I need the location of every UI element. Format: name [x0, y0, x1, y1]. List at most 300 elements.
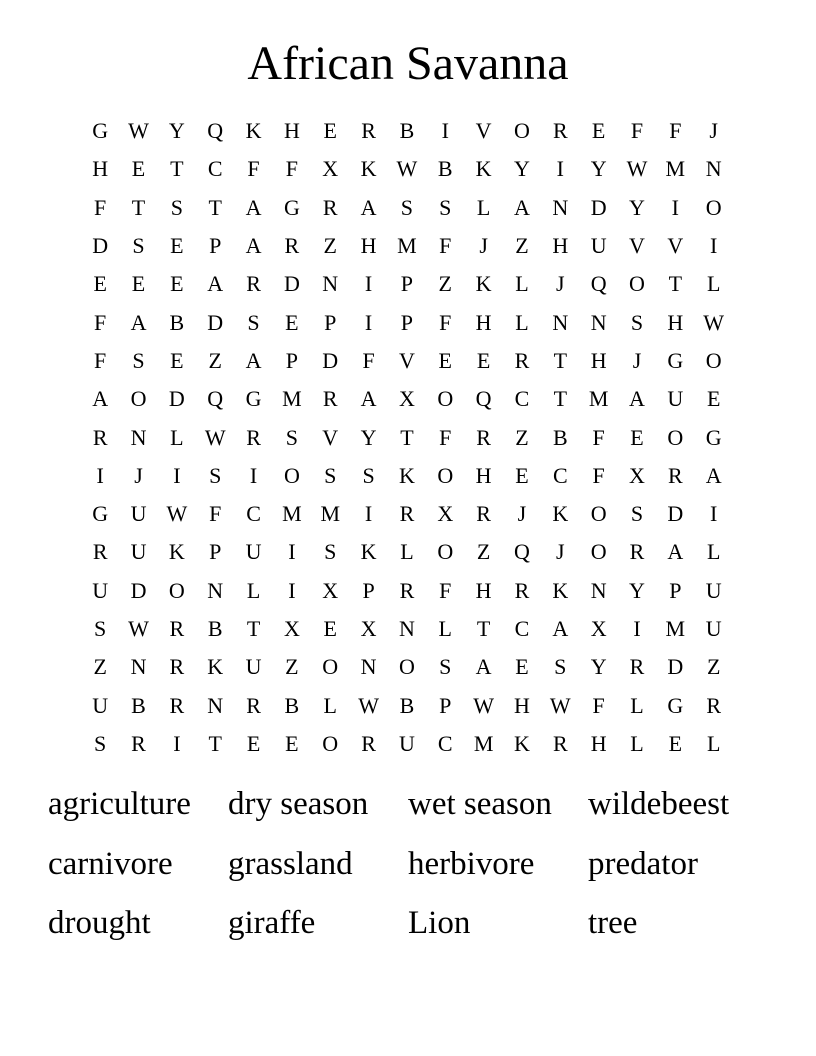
grid-letter: S — [362, 462, 375, 488]
grid-letter: W — [703, 309, 725, 335]
grid-letter: B — [169, 309, 185, 335]
grid-letter: N — [705, 156, 722, 182]
grid-letter: R — [552, 118, 568, 144]
grid-letter: N — [552, 309, 569, 335]
grid-letter: K — [514, 730, 530, 756]
grid-letter: C — [514, 386, 530, 412]
grid-letter: V — [475, 118, 492, 144]
grid-letter: S — [324, 539, 337, 565]
grid-letter: L — [400, 539, 414, 565]
grid-letter: P — [400, 309, 414, 335]
grid-letter: A — [552, 616, 569, 641]
grid-letter: X — [360, 616, 377, 641]
grid-letter: Z — [323, 233, 337, 259]
grid-letter: W — [549, 692, 571, 718]
grid-letter: X — [629, 462, 645, 488]
grid-letter: T — [400, 424, 414, 450]
grid-letter: I — [364, 501, 373, 527]
grid-letter: C — [246, 501, 261, 527]
grid-letter: U — [705, 616, 722, 641]
grid-letter: E — [93, 271, 107, 297]
grid-letter: T — [131, 194, 146, 220]
grid-letter: L — [706, 539, 721, 565]
grid-letter: Y — [514, 156, 530, 182]
grid-letter: L — [515, 271, 529, 297]
letter-grid — [81, 112, 733, 763]
grid-letter: E — [706, 386, 721, 412]
grid-letter: Q — [207, 386, 224, 412]
grid-letter: H — [552, 233, 569, 259]
grid-letter: H — [590, 730, 607, 756]
grid-letter: S — [170, 194, 183, 220]
grid-letter: C — [437, 730, 453, 756]
grid-letter: M — [665, 156, 686, 182]
grid-letter: N — [130, 424, 147, 450]
grid-letter: R — [476, 501, 491, 527]
word-list-item: grassland — [228, 845, 353, 882]
grid-letter: E — [476, 347, 491, 373]
grid-letter: S — [554, 654, 567, 680]
grid-letter: E — [170, 347, 184, 373]
grid-letter: P — [669, 577, 682, 603]
grid-letter: F — [94, 347, 107, 373]
grid-letter: R — [476, 424, 491, 450]
grid-letter: G — [92, 118, 109, 144]
word-list-item: agriculture — [48, 786, 191, 822]
grid-letter: H — [92, 156, 109, 182]
grid-letter: I — [556, 156, 564, 182]
grid-letter: E — [285, 309, 299, 335]
grid-letter: F — [439, 233, 452, 259]
word-list-item: wet season — [408, 786, 552, 822]
grid-letter: H — [475, 309, 492, 335]
grid-letter: I — [288, 539, 296, 565]
grid-letter: P — [209, 233, 222, 259]
grid-letter: W — [128, 118, 149, 144]
grid-letter: F — [439, 424, 452, 450]
grid-letter: A — [705, 462, 722, 488]
grid-letter: F — [630, 118, 644, 144]
grid-letter: G — [245, 386, 262, 412]
grid-letter: R — [706, 692, 722, 718]
grid-letter: A — [360, 194, 377, 220]
grid-letter: O — [629, 271, 645, 297]
grid-letter: Q — [514, 539, 530, 565]
grid-letter: R — [246, 692, 261, 718]
grid-letter: T — [476, 616, 491, 641]
grid-letter: Y — [629, 577, 645, 603]
grid-letter: S — [94, 616, 107, 641]
grid-letter: G — [667, 692, 684, 718]
grid-letter: T — [553, 347, 568, 373]
grid-letter: O — [322, 730, 339, 756]
grid-letter: Z — [515, 424, 529, 450]
grid-letter: U — [705, 577, 722, 603]
grid-letter: U — [667, 386, 684, 412]
grid-letter: H — [590, 347, 607, 373]
grid-letter: W — [396, 156, 418, 182]
grid-letter: J — [479, 233, 488, 259]
grid-letter: M — [473, 730, 494, 756]
grid-letter: I — [710, 233, 718, 259]
grid-letter: P — [324, 309, 337, 335]
grid-letter: U — [92, 577, 109, 603]
grid-letter: A — [514, 194, 530, 220]
word-list — [48, 778, 768, 957]
grid-letter: Z — [476, 539, 491, 565]
grid-letter: I — [249, 462, 258, 488]
grid-letter: G — [667, 347, 684, 373]
grid-letter: K — [168, 539, 185, 565]
grid-letter: B — [399, 118, 415, 144]
grid-letter: J — [134, 462, 143, 488]
grid-letter: K — [360, 539, 377, 565]
grid-letter: N — [207, 577, 224, 603]
grid-letter: O — [398, 654, 415, 680]
grid-letter: S — [132, 233, 145, 259]
grid-letter: O — [590, 539, 607, 565]
grid-letter: O — [130, 386, 147, 412]
grid-letter: K — [207, 654, 224, 680]
grid-letter: D — [590, 194, 607, 220]
grid-letter: F — [285, 156, 299, 182]
grid-letter: A — [667, 539, 684, 565]
grid-letter: N — [398, 616, 415, 641]
grid-letter: N — [322, 271, 339, 297]
grid-letter: G — [283, 194, 300, 220]
grid-letter: B — [399, 692, 415, 718]
grid-letter: K — [245, 118, 262, 144]
grid-letter: B — [552, 424, 568, 450]
grid-letter: N — [130, 654, 147, 680]
grid-letter: W — [626, 156, 648, 182]
grid-letter: F — [592, 424, 605, 450]
grid-letter: E — [630, 424, 644, 450]
grid-letter: M — [282, 386, 302, 412]
grid-letter: O — [705, 194, 722, 220]
grid-letter: E — [131, 156, 146, 182]
grid-letter: O — [667, 424, 684, 450]
grid-letter: U — [245, 654, 262, 680]
grid-letter: W — [166, 501, 188, 527]
grid-letter: V — [667, 233, 684, 259]
grid-letter: Z — [285, 654, 299, 680]
grid-letter: M — [397, 233, 417, 259]
grid-letter: J — [556, 271, 565, 297]
grid-letter: F — [592, 462, 605, 488]
grid-letter: R — [361, 730, 376, 756]
grid-letter: S — [132, 347, 145, 373]
grid-letter: T — [553, 386, 568, 412]
grid-letter: L — [515, 309, 529, 335]
grid-letter: A — [92, 386, 109, 412]
grid-letter: G — [92, 501, 109, 527]
word-list-item: dry season — [228, 786, 369, 822]
grid-letter: R — [322, 386, 338, 412]
word-list-item: tree — [588, 905, 638, 941]
grid-letter: T — [668, 271, 683, 297]
grid-letter: O — [514, 118, 530, 144]
grid-letter: U — [398, 730, 415, 756]
grid-letter: P — [439, 692, 452, 718]
grid-letter: Z — [208, 347, 222, 373]
grid-letter: P — [362, 577, 375, 603]
grid-letter: E — [170, 271, 184, 297]
grid-letter: R — [169, 654, 185, 680]
grid-letter: J — [709, 118, 718, 144]
grid-letter: Y — [168, 118, 185, 144]
grid-letter: O — [437, 462, 454, 488]
grid-letter: K — [552, 501, 569, 527]
grid-letter: S — [400, 194, 414, 220]
grid-letter: I — [173, 462, 181, 488]
grid-letter: O — [322, 654, 339, 680]
grid-letter: Z — [93, 654, 107, 680]
grid-letter: R — [246, 271, 261, 297]
grid-letter: Y — [629, 194, 645, 220]
grid-letter: O — [590, 501, 607, 527]
grid-letter: S — [439, 194, 452, 220]
grid-letter: O — [283, 462, 300, 488]
grid-letter: E — [170, 233, 184, 259]
grid-letter: K — [398, 462, 415, 488]
grid-letter: R — [514, 577, 530, 603]
grid-letter: L — [170, 424, 184, 450]
grid-letter: X — [283, 616, 300, 641]
grid-letter: A — [245, 347, 262, 373]
grid-letter: H — [514, 692, 530, 718]
grid-letter: F — [94, 309, 107, 335]
grid-letter: C — [514, 616, 530, 641]
grid-letter: T — [246, 616, 261, 641]
grid-letter: R — [284, 233, 300, 259]
grid-letter: S — [285, 424, 299, 450]
grid-letter: Y — [590, 156, 607, 182]
grid-letter: Z — [438, 271, 452, 297]
grid-letter: I — [173, 730, 181, 756]
grid-letter: Z — [515, 233, 529, 259]
grid-letter: B — [207, 616, 223, 641]
grid-letter: I — [364, 309, 373, 335]
grid-letter: R — [667, 462, 683, 488]
grid-letter: D — [207, 309, 224, 335]
grid-letter: M — [588, 386, 609, 412]
grid-letter: T — [208, 194, 222, 220]
grid-letter: F — [439, 577, 452, 603]
grid-letter: D — [667, 654, 684, 680]
grid-letter: S — [630, 501, 644, 527]
grid-letter: L — [323, 692, 337, 718]
grid-letter: T — [208, 730, 222, 756]
grid-letter: E — [323, 616, 337, 641]
grid-letter: E — [285, 730, 299, 756]
grid-letter: S — [439, 654, 452, 680]
grid-letter: X — [590, 616, 607, 641]
grid-letter: J — [632, 347, 642, 373]
grid-letter: H — [360, 233, 377, 259]
grid-letter: W — [473, 692, 494, 718]
grid-letter: L — [246, 577, 261, 603]
grid-letter: X — [322, 156, 339, 182]
grid-letter: A — [245, 194, 262, 220]
grid-letter: F — [362, 347, 375, 373]
grid-letter: E — [515, 462, 529, 488]
grid-letter: R — [131, 730, 146, 756]
grid-letter: N — [590, 577, 607, 603]
grid-letter: U — [245, 539, 262, 565]
grid-letter: D — [322, 347, 339, 373]
grid-letter: B — [284, 692, 300, 718]
grid-letter: A — [207, 271, 224, 297]
grid-letter: A — [360, 386, 377, 412]
grid-letter: V — [629, 233, 645, 259]
grid-letter: Q — [207, 118, 224, 144]
grid-letter: S — [209, 462, 222, 488]
grid-letter: L — [476, 194, 491, 220]
word-list-item: wildebeest — [588, 786, 730, 822]
word-list-item: drought — [48, 905, 151, 941]
grid-letter: Q — [475, 386, 492, 412]
word-list-item: predator — [588, 845, 698, 882]
grid-letter: J — [556, 539, 565, 565]
grid-letter: J — [517, 501, 527, 527]
grid-letter: W — [128, 616, 149, 641]
grid-letter: C — [207, 156, 223, 182]
grid-letter: R — [399, 577, 415, 603]
grid-letter: D — [130, 577, 147, 603]
grid-letter: R — [552, 730, 568, 756]
grid-letter: Y — [360, 424, 377, 450]
grid-letter: D — [92, 233, 109, 259]
grid-letter: V — [322, 424, 339, 450]
grid-letter: O — [437, 539, 454, 565]
grid-letter: K — [475, 271, 492, 297]
grid-letter: L — [630, 730, 644, 756]
grid-letter: Q — [590, 271, 607, 297]
grid-letter: Z — [706, 654, 721, 680]
grid-letter: O — [437, 386, 454, 412]
grid-letter: I — [710, 501, 718, 527]
grid-letter: A — [629, 386, 645, 412]
grid-letter: H — [475, 577, 492, 603]
word-list-item: carnivore — [48, 845, 173, 882]
grid-letter: B — [437, 156, 453, 182]
grid-letter: H — [667, 309, 684, 335]
grid-letter: R — [92, 424, 108, 450]
grid-letter: S — [94, 730, 107, 756]
grid-letter: D — [667, 501, 684, 527]
grid-letter: H — [475, 462, 492, 488]
grid-letter: L — [438, 616, 452, 641]
grid-letter: I — [441, 118, 449, 144]
grid-letter: E — [323, 118, 337, 144]
grid-letter: M — [320, 501, 341, 527]
grid-letter: N — [590, 309, 607, 335]
grid-letter: R — [169, 692, 185, 718]
grid-letter: T — [170, 156, 184, 182]
grid-letter: E — [668, 730, 683, 756]
grid-letter: I — [288, 577, 296, 603]
grid-letter: M — [282, 501, 302, 527]
grid-letter: O — [705, 347, 722, 373]
grid-letter: W — [358, 692, 379, 718]
grid-letter: L — [630, 692, 644, 718]
grid-letter: X — [437, 501, 454, 527]
grid-letter: R — [361, 118, 376, 144]
grid-letter: K — [360, 156, 377, 182]
grid-letter: D — [168, 386, 185, 412]
grid-letter: F — [94, 194, 107, 220]
grid-letter: E — [515, 654, 529, 680]
grid-letter: R — [246, 424, 261, 450]
grid-letter: F — [247, 156, 260, 182]
grid-letter: G — [705, 424, 722, 450]
grid-letter: S — [630, 309, 644, 335]
grid-letter: F — [209, 501, 222, 527]
page-title: African Savanna — [247, 37, 569, 90]
grid-letter: P — [400, 271, 414, 297]
grid-letter: I — [671, 194, 679, 220]
grid-letter: R — [629, 654, 645, 680]
grid-letter: U — [92, 692, 109, 718]
grid-letter: N — [552, 194, 569, 220]
grid-letter: P — [285, 347, 299, 373]
grid-letter: A — [130, 309, 147, 335]
grid-letter: N — [207, 692, 224, 718]
grid-letter: D — [283, 271, 300, 297]
grid-letter: R — [92, 539, 108, 565]
grid-letter: C — [552, 462, 568, 488]
grid-letter: O — [168, 577, 185, 603]
grid-letter: I — [633, 616, 641, 641]
grid-letter: I — [364, 271, 373, 297]
grid-letter: M — [665, 616, 686, 641]
grid-letter: R — [629, 539, 645, 565]
grid-letter: P — [209, 539, 222, 565]
grid-letter: E — [591, 118, 606, 144]
grid-letter: U — [590, 233, 607, 259]
grid-letter: E — [438, 347, 452, 373]
word-list-item: Lion — [408, 905, 471, 941]
grid-letter: F — [669, 118, 682, 144]
grid-letter: U — [130, 539, 147, 565]
grid-letter: Y — [590, 654, 607, 680]
grid-letter: A — [245, 233, 262, 259]
grid-letter: R — [169, 616, 185, 641]
grid-letter: L — [706, 271, 721, 297]
grid-letter: R — [322, 194, 338, 220]
grid-letter: F — [592, 692, 605, 718]
grid-letter: N — [360, 654, 377, 680]
grid-letter: S — [324, 462, 337, 488]
grid-letter: E — [246, 730, 261, 756]
grid-letter: A — [475, 654, 492, 680]
grid-letter: V — [398, 347, 415, 373]
grid-letter: B — [131, 692, 146, 718]
grid-letter: U — [130, 501, 147, 527]
grid-letter: W — [204, 424, 226, 450]
word-list-item: herbivore — [408, 845, 535, 882]
grid-letter: S — [247, 309, 260, 335]
grid-letter: K — [475, 156, 492, 182]
grid-letter: R — [514, 347, 530, 373]
grid-letter: E — [131, 271, 146, 297]
grid-letter: K — [552, 577, 569, 603]
grid-letter: H — [283, 118, 300, 144]
word-list-item: giraffe — [228, 905, 316, 941]
grid-letter: I — [96, 462, 104, 488]
grid-letter: F — [439, 309, 452, 335]
